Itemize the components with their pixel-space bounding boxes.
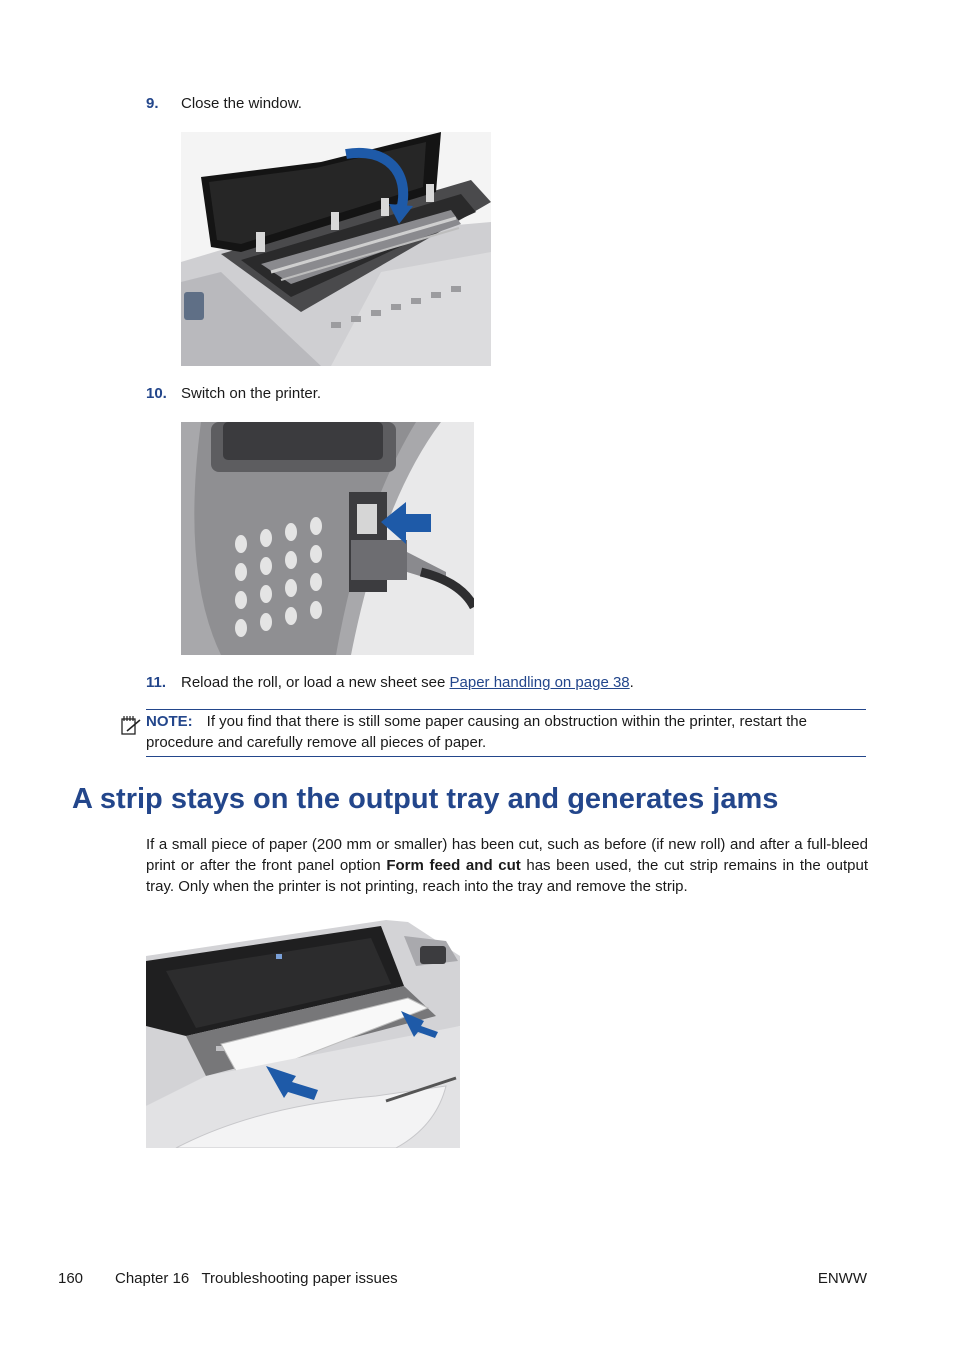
step-11 — [146, 673, 634, 693]
note-label: NOTE: — [146, 713, 193, 730]
page-number: 160 — [58, 1270, 84, 1287]
section-heading: A strip stays on the output tray and generates jams — [72, 783, 779, 815]
note-text: If you find that there is still some paper causing an obstruction within the printer, restart the procedure and carefully remove all pieces of paper. — [146, 713, 807, 751]
footer-chapter: Chapter 16 Troubleshooting paper issues — [115, 1270, 398, 1287]
step-number: 11. — [146, 674, 167, 691]
step-text: Switch on the printer. — [181, 385, 322, 402]
step-text: Close the window. — [181, 95, 302, 112]
paragraph-text-end: has been used, the cut strip remains in the output tray. Only when the printer is not printing, reach into the tray and remove the strip. — [146, 857, 868, 895]
note-box — [146, 709, 866, 757]
footer-right: ENWW — [817, 1270, 867, 1287]
figure-close-window — [181, 132, 491, 366]
paper-handling-link[interactable]: Paper handling on page 38 — [449, 674, 630, 691]
figure-output-tray — [146, 916, 460, 1148]
step-9 — [146, 94, 302, 114]
paragraph-text: If a small piece of paper (200 mm or smaller) has been cut, such as before (if new roll) and after a full-bleed print or after the front panel option — [146, 836, 868, 874]
step-10 — [146, 384, 321, 404]
step-text: Reload the roll, or load a new sheet see — [181, 674, 450, 691]
figure-switch-on — [181, 422, 474, 655]
step-number: 9. — [146, 95, 159, 112]
section-paragraph — [146, 834, 868, 897]
option-name: Form feed and cut — [386, 857, 521, 874]
step-number: 10. — [146, 385, 167, 402]
step-text-end: . — [629, 674, 634, 691]
note-icon — [120, 714, 142, 742]
